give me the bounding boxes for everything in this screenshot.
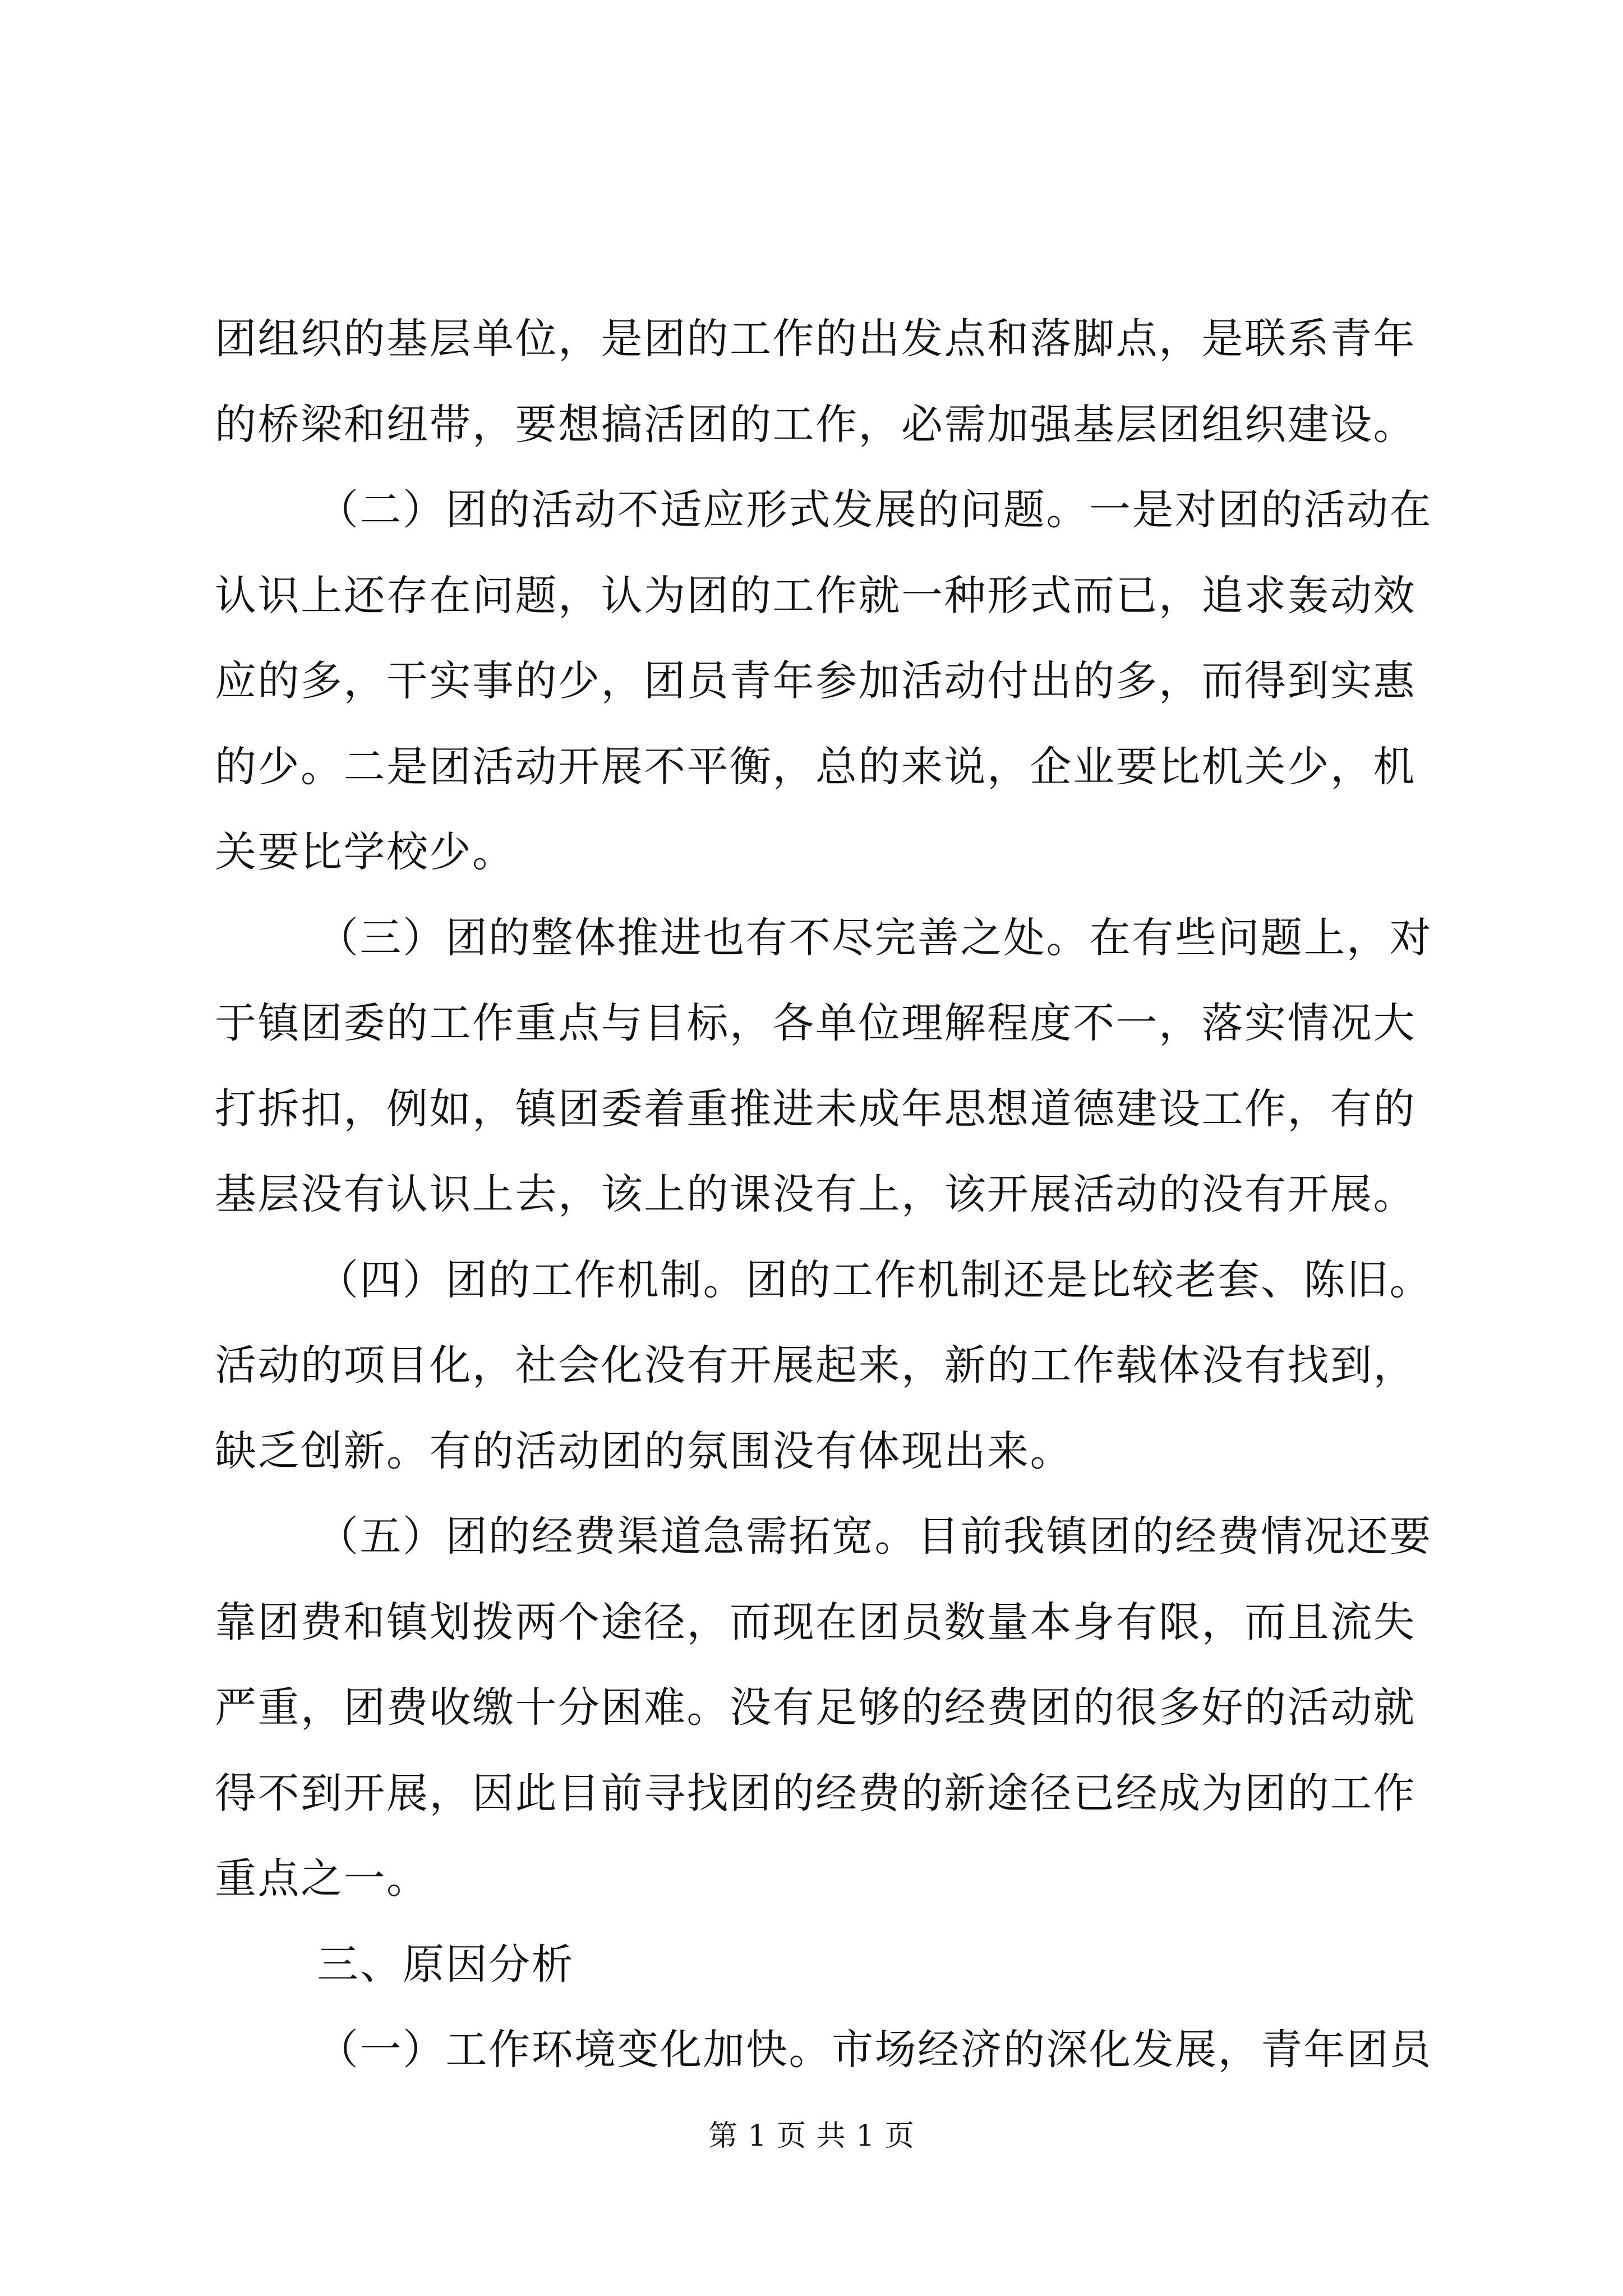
paragraph-heading-line: （三）团的整体推进也有不尽完善之处。在有些问题上，对 — [317, 913, 1432, 962]
text-line: 团组织的基层单位，是团的工作的出发点和落脚点，是联系青年 — [215, 315, 1416, 363]
text-line: 重点之一。 — [215, 1855, 430, 1903]
paragraph-heading-line: （二）团的活动不适应形式发展的问题。一是对团的活动在 — [317, 486, 1432, 534]
text-line: 靠团费和镇划拨两个途径，而现在团员数量本身有限，而且流失 — [215, 1598, 1416, 1646]
text-line: 的桥梁和纽带，要想搞活团的工作，必需加强基层团组织建设。 — [215, 400, 1416, 449]
paragraph-heading-line: （一）工作环境变化加快。市场经济的深化发展，青年团员 — [317, 2026, 1432, 2074]
text-line: 认识上还存在问题，认为团的工作就一种形式而已，追求轰动效 — [215, 571, 1416, 620]
text-line: 得不到开展，因此目前寻找团的经费的新途径已经成为团的工作 — [215, 1769, 1416, 1818]
section-heading: 三、原因分析 — [317, 1940, 574, 1989]
paragraph-heading-line: （四）团的工作机制。团的工作机制还是比较老套、陈旧。 — [317, 1255, 1432, 1304]
text-line: 的少。二是团活动开展不平衡，总的来说，企业要比机关少，机 — [215, 742, 1416, 791]
paragraph-heading-line: （五）团的经费渠道急需拓宽。目前我镇团的经费情况还要 — [317, 1512, 1432, 1561]
page-footer — [0, 2112, 1623, 2154]
text-line: 于镇团委的工作重点与目标，各单位理解程度不一，落实情况大 — [215, 999, 1416, 1047]
text-line: 活动的项目化，社会化没有开展起来，新的工作载体没有找到， — [215, 1341, 1416, 1389]
text-line: 基层没有认识上去，该上的课没有上，该开展活动的没有开展。 — [215, 1170, 1416, 1218]
text-line: 严重，团费收缴十分困难。没有足够的经费团的很多好的活动就 — [215, 1683, 1416, 1732]
text-line: 应的多，干实事的少，团员青年参加活动付出的多，而得到实惠 — [215, 657, 1416, 705]
text-line: 缺乏创新。有的活动团的氛围没有体现出来。 — [215, 1427, 1073, 1475]
text-line: 关要比学校少。 — [215, 828, 515, 876]
document-body — [215, 296, 1432, 2093]
text-line: 打拆扣，例如，镇团委着重推进未成年思想道德建设工作，有的 — [215, 1084, 1416, 1133]
page-number-label: 第 1 页 共 1 页 — [708, 2119, 915, 2153]
